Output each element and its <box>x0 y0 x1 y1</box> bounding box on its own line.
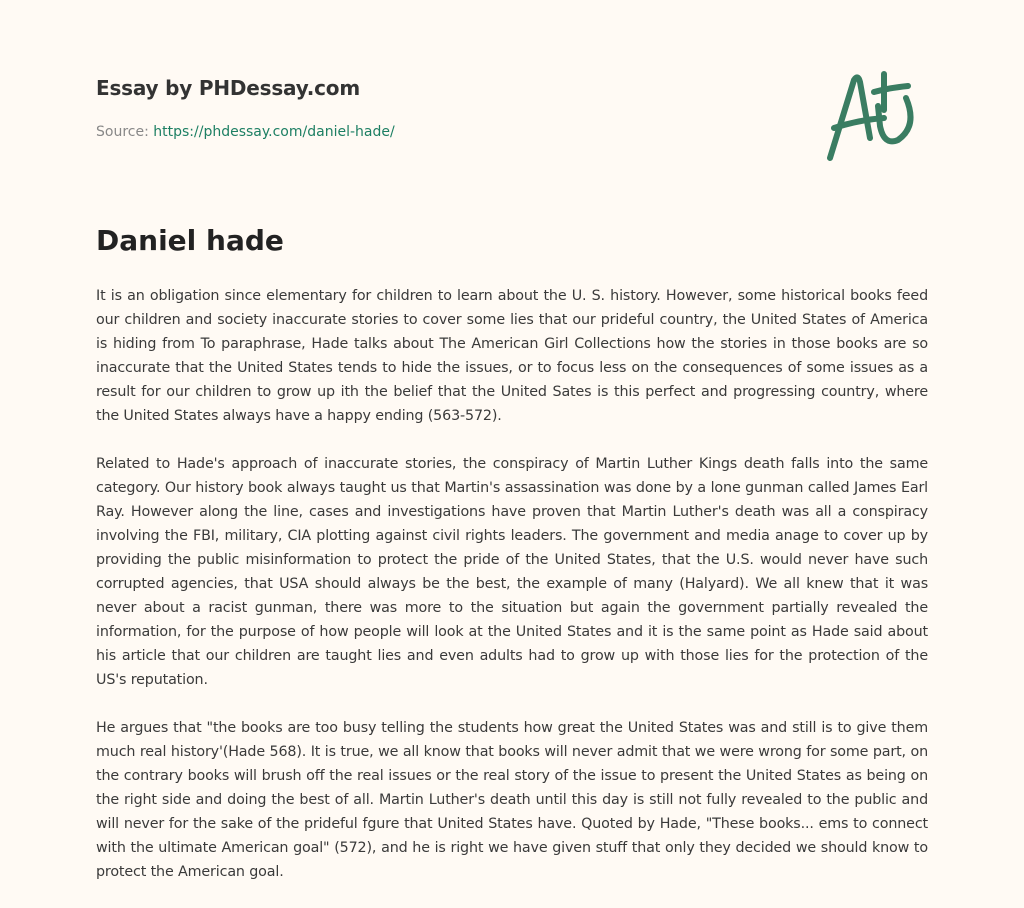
source-line <box>96 124 395 140</box>
source-label: Source: <box>96 124 149 140</box>
article-body <box>96 284 928 908</box>
paragraph: Related to Hade's approach of inaccurate stories, the conspiracy of Martin Luther Kings death falls into the same category. Our history book always taught us that Martin's assassination was done by a lone gunman called James Earl Ray. However along the line, cases and investigations have proven that Martin Luther's death was all a conspiracy involving the FBI, military, CIA plotting against civil rights leaders. The government and media anage to cover up by providing the public misinformation to protect the pride of the United States, that the U.S. would never have such corrupted agencies, that USA should always be the best, the example of many (Halyard). We all knew that it was never about a racist gunman, there was more to the situation but again the government partially revealed the information, for the purpose of how people will look at the United States and it is the same point as Hade said about his article that our children are taught lies and even adults had to grow up with those lies for the protection of the US's reputation. <box>96 456 928 688</box>
article-title: Daniel hade <box>96 224 284 257</box>
source-link[interactable]: https://phdessay.com/daniel-hade/ <box>153 124 395 140</box>
site-header <box>96 76 360 100</box>
a-plus-logo-icon <box>818 66 928 166</box>
paragraph: It is an obligation since elementary for children to learn about the U. S. history. However, some historical books feed our children and society inaccurate stories to cover some lies that our prideful country, the United States of America is hiding from To paraphrase, Hade talks about The American Girl Collections how the stories in those books are so inaccurate that the United States tends to hide the issues, or to focus less on the consequences of some issues as a result for our children to grow up ith the belief that the United Sates is this perfect and progressing country, where the United States always have a happy ending (563-572). <box>96 288 928 424</box>
paragraph: He argues that "the books are too busy telling the students how great the United States was and still is to give them much real history'(Hade 568). It is true, we all know that books will never admit that we were wrong for some part, on the contrary books will brush off the real issues or the real story of the issue to present the United States as being on the right side and doing the best of all. Martin Luther's death until this day is still not fully revealed to the public and will never for the sake of the prideful fgure that United States have. Quoted by Hade, "These books... ems to connect with the ultimate American goal" (572), and he is right we have given stuff that only they decided we should know to protect the American goal. <box>96 720 928 880</box>
brand-title: Essay by PHDessay.com <box>96 76 360 100</box>
